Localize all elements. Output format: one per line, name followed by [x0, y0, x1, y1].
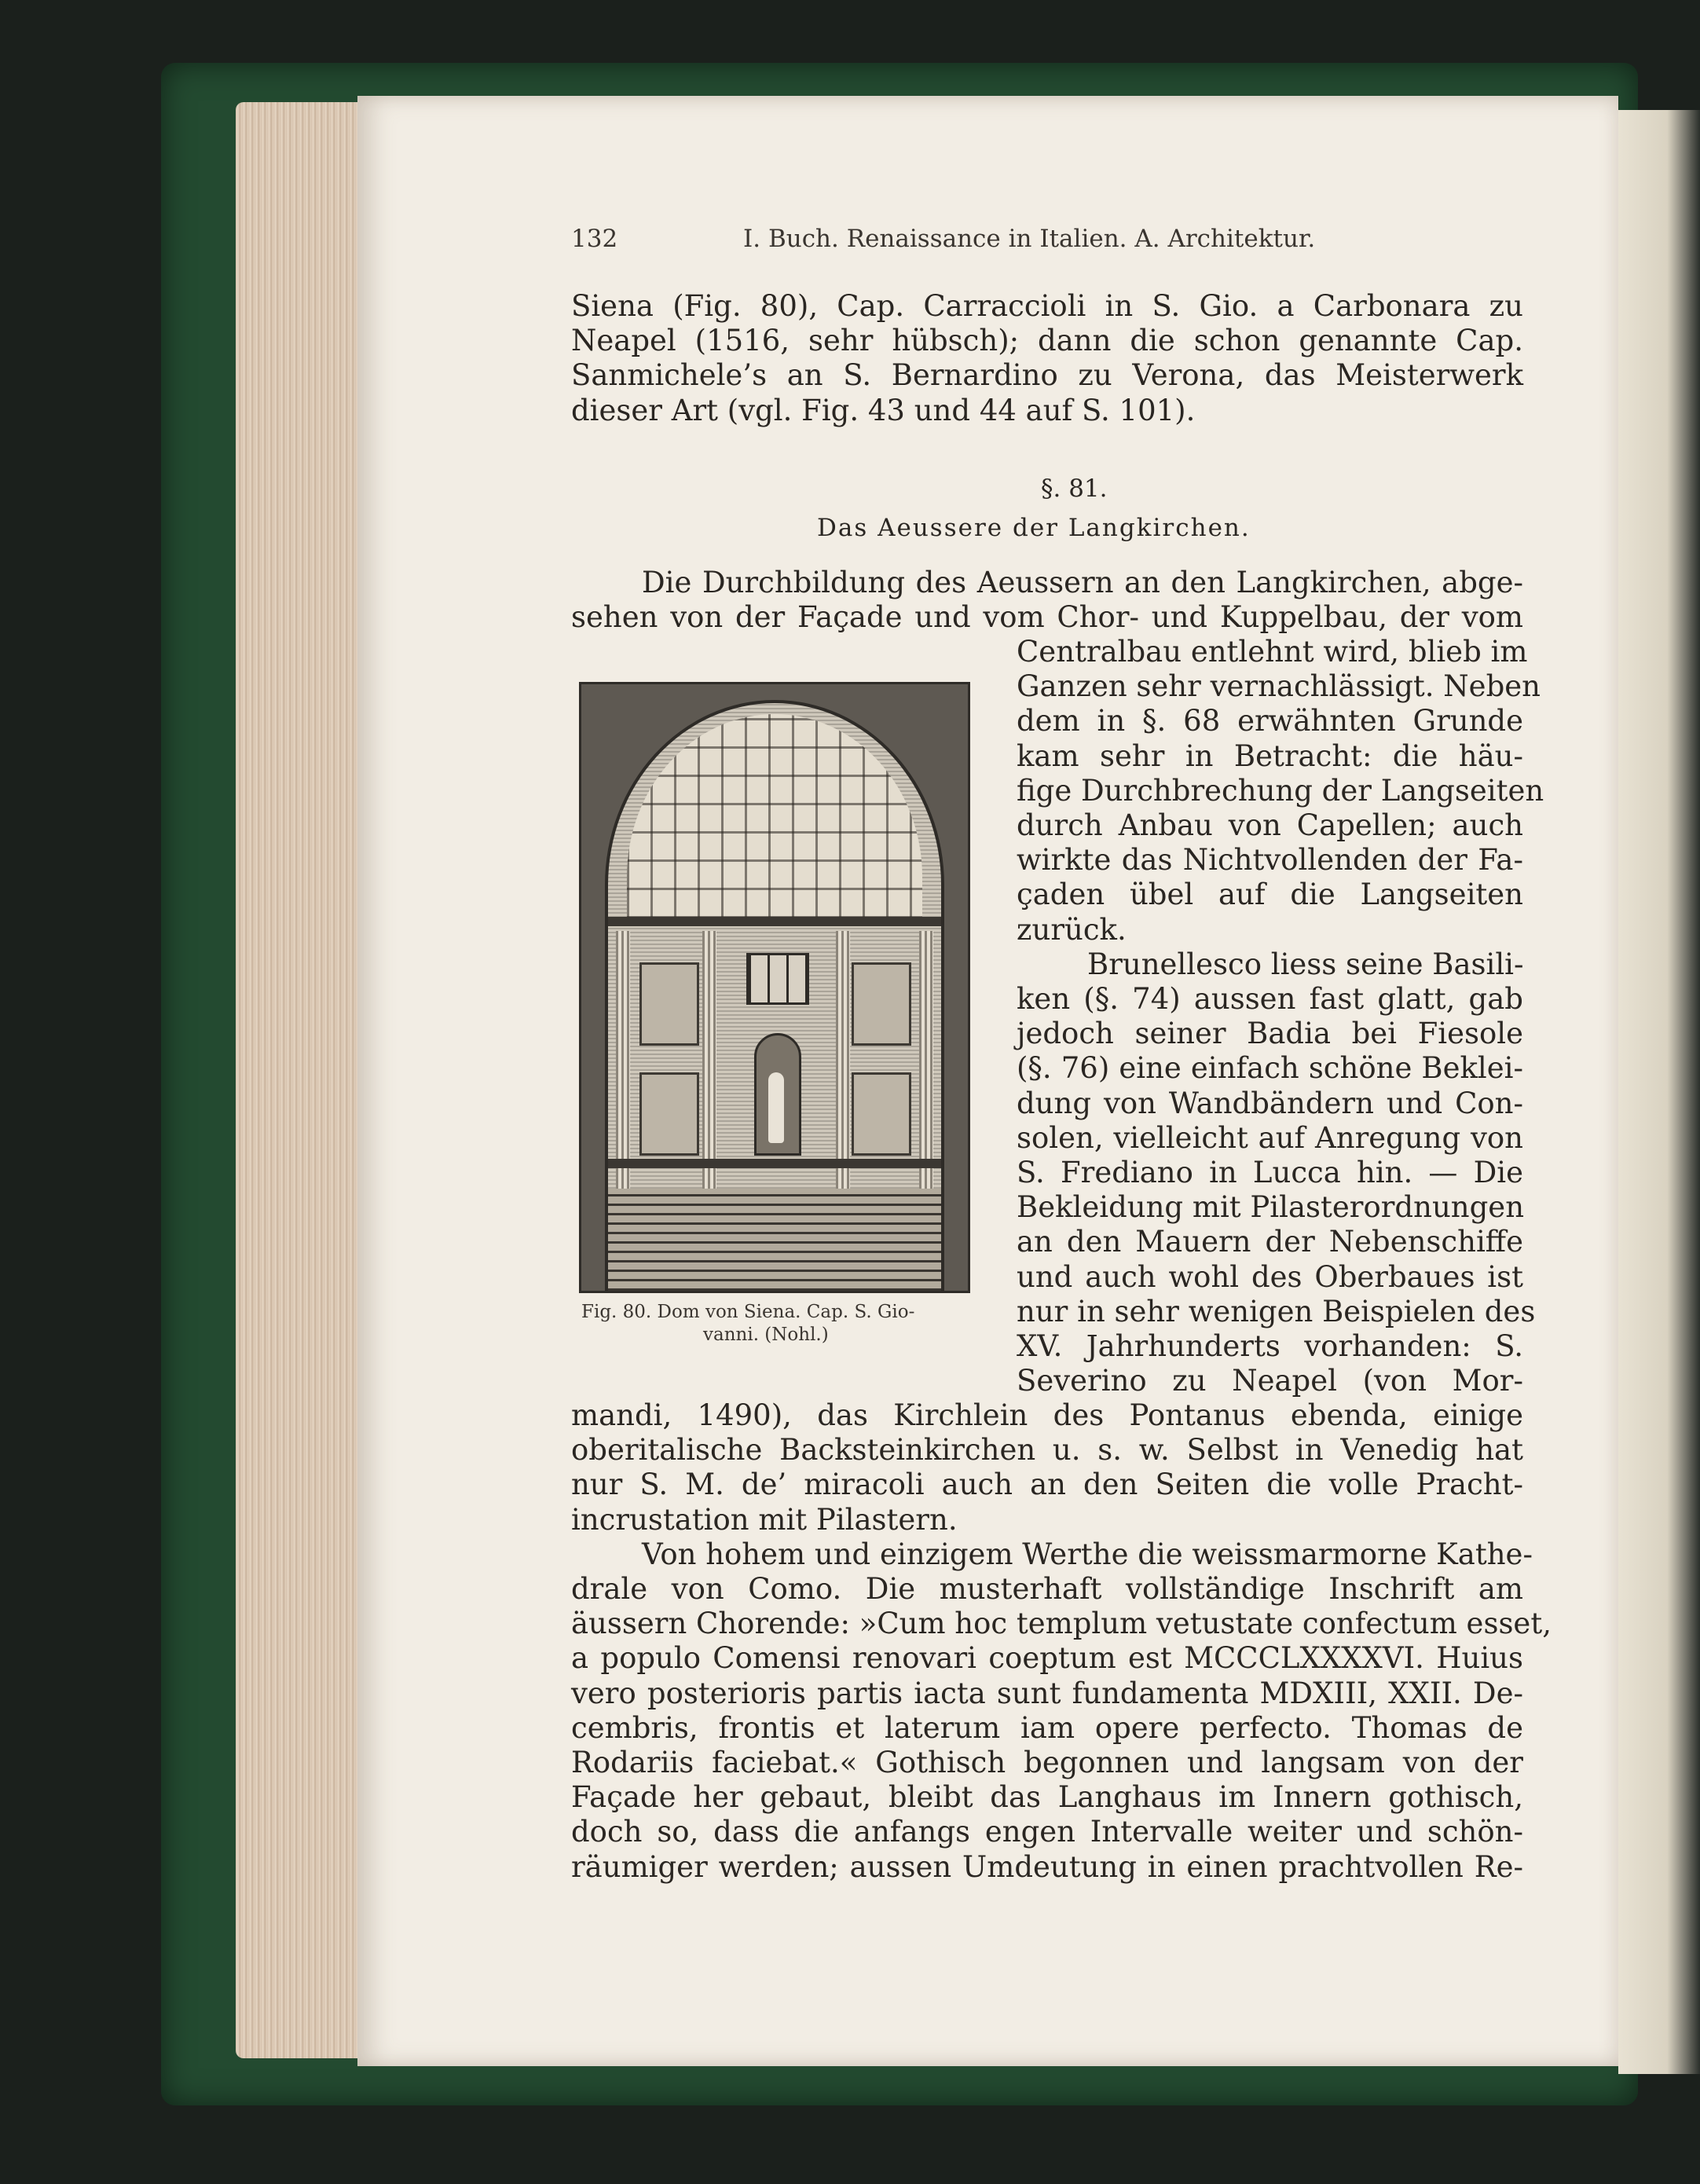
relief-panel: [639, 1072, 699, 1156]
page-number: 132: [571, 225, 618, 253]
cornice: [608, 917, 941, 926]
text-line: Von hohem und einzigem Werthe die weissmarmorne Kathe-: [642, 1537, 1533, 1571]
text-line: Siena (Fig. 80), Cap. Carraccioli in S. Gio. a Carbonara zu: [571, 289, 1523, 323]
text-line: Neapel (1516, sehr hübsch); dann die schon genannte Cap.: [571, 324, 1523, 358]
text-line: cembris, frontis et laterum iam opere perfecto. Thomas de: [571, 1710, 1523, 1745]
pilaster: [919, 931, 933, 1198]
text-line: dung von Wandbändern und Con-: [1017, 1086, 1523, 1120]
text-line: Rodariis faciebat.« Gothisch begonnen und langsam von der: [571, 1746, 1523, 1779]
text-line: Ganzen sehr vernachlässigt. Neben: [1017, 669, 1541, 704]
text-line: Brunellesco liess seine Basili-: [1087, 947, 1524, 981]
relief-panel: [639, 962, 699, 1046]
text-line: nur in sehr wenigen Beispielen des: [1017, 1294, 1536, 1328]
text-line: a populo Comensi renovari coeptum est MCCCLXXXXVI. Huius: [571, 1641, 1523, 1676]
text-line: zurück.: [1017, 912, 1127, 947]
cornice: [608, 1159, 941, 1168]
relief-panel: [852, 962, 911, 1046]
relief-panel: [852, 1072, 911, 1156]
section-number: §. 81.: [1041, 475, 1108, 503]
text-line: oberitalische Backsteinkirchen u. s. w. Selbst in Venedig hat: [571, 1433, 1523, 1468]
text-line: Sanmichele’s an S. Bernardino zu Verona, das Meisterwerk: [571, 358, 1523, 393]
pilaster: [616, 931, 630, 1198]
text-line: ken (§. 74) aussen fast glatt, gab: [1017, 982, 1523, 1016]
text-line: Severino zu Neapel (von Mor-: [1017, 1364, 1523, 1398]
section-title: Das Aeussere der Langkirchen.: [817, 514, 1251, 542]
facing-page-edge: [1618, 110, 1700, 2074]
text-line: und auch wohl des Oberbaues ist: [1017, 1259, 1523, 1294]
apse-drawing: [605, 700, 944, 1291]
text-line: Centralbau entlehnt wird, blieb im: [1017, 635, 1528, 669]
text-line: XV. Jahrhunderts vorhanden: S.: [1017, 1329, 1523, 1363]
text-line: kam sehr in Betracht: die häu-: [1017, 738, 1523, 773]
window: [746, 953, 809, 1005]
text-line: durch Anbau von Capellen; auch: [1017, 808, 1523, 842]
figure-engraving-dom-siena: [579, 682, 970, 1293]
text-line: räumiger werden; aussen Umdeutung in einen prachtvollen Re-: [571, 1849, 1523, 1884]
text-line: solen, vielleicht auf Anregung von: [1017, 1120, 1523, 1155]
figure-caption-line1: Fig. 80. Dom von Siena. Cap. S. Gio-: [581, 1302, 915, 1322]
text-line: Die Durchbildung des Aeussern an den Langkirchen, abge-: [642, 566, 1523, 599]
text-line: dieser Art (vgl. Fig. 43 und 44 auf S. 101).: [571, 393, 1196, 427]
text-line: (§. 76) eine einfach schöne Beklei-: [1017, 1051, 1523, 1086]
running-title: I. Buch. Renaissance in Italien. A. Architektur.: [743, 225, 1316, 253]
text-line: äussern Chorende: »Cum hoc templum vetustate confectum esset,: [571, 1607, 1552, 1641]
pilaster: [836, 931, 850, 1198]
text-line: fige Durchbrechung der Langseiten: [1017, 773, 1544, 808]
text-line: mandi, 1490), das Kirchlein des Pontanus ebenda, einige: [571, 1398, 1523, 1432]
text-line: drale von Como. Die musterhaft vollständige Inschrift am: [571, 1572, 1523, 1606]
text-line: incrustation mit Pilastern.: [571, 1502, 958, 1537]
floor: [608, 1189, 941, 1291]
statue: [768, 1072, 784, 1143]
page-edges: [236, 102, 369, 2058]
text-line: an den Mauern der Nebenschiffe: [1017, 1225, 1523, 1259]
text-line: Façade her gebaut, bleibt das Langhaus im Innern gothisch,: [571, 1780, 1523, 1815]
text-line: sehen von der Façade und vom Chor- und Kuppelbau, der vom: [571, 600, 1523, 635]
text-line: çaden übel auf die Langseiten: [1017, 878, 1523, 912]
text-line: doch so, dass die anfangs engen Intervalle weiter und schön-: [571, 1815, 1523, 1849]
text-line: nur S. M. de’ miracoli auch an den Seiten die volle Pracht-: [571, 1468, 1523, 1502]
figure-caption-line2: vanni. (Nohl.): [703, 1325, 829, 1345]
text-line: Bekleidung mit Pilasterordnungen: [1017, 1190, 1525, 1225]
text-line: wirkte das Nichtvollenden der Fa-: [1017, 843, 1523, 878]
coffered-dome: [627, 714, 922, 918]
text-line: S. Frediano in Lucca hin. — Die: [1017, 1156, 1523, 1189]
text-line: dem in §. 68 erwähnten Grunde: [1017, 704, 1523, 738]
text-line: jedoch seiner Badia bei Fiesole: [1017, 1017, 1523, 1051]
text-line: vero posterioris partis iacta sunt fundamenta MDXIII, XXII. De-: [571, 1676, 1523, 1710]
pilaster: [702, 931, 716, 1198]
